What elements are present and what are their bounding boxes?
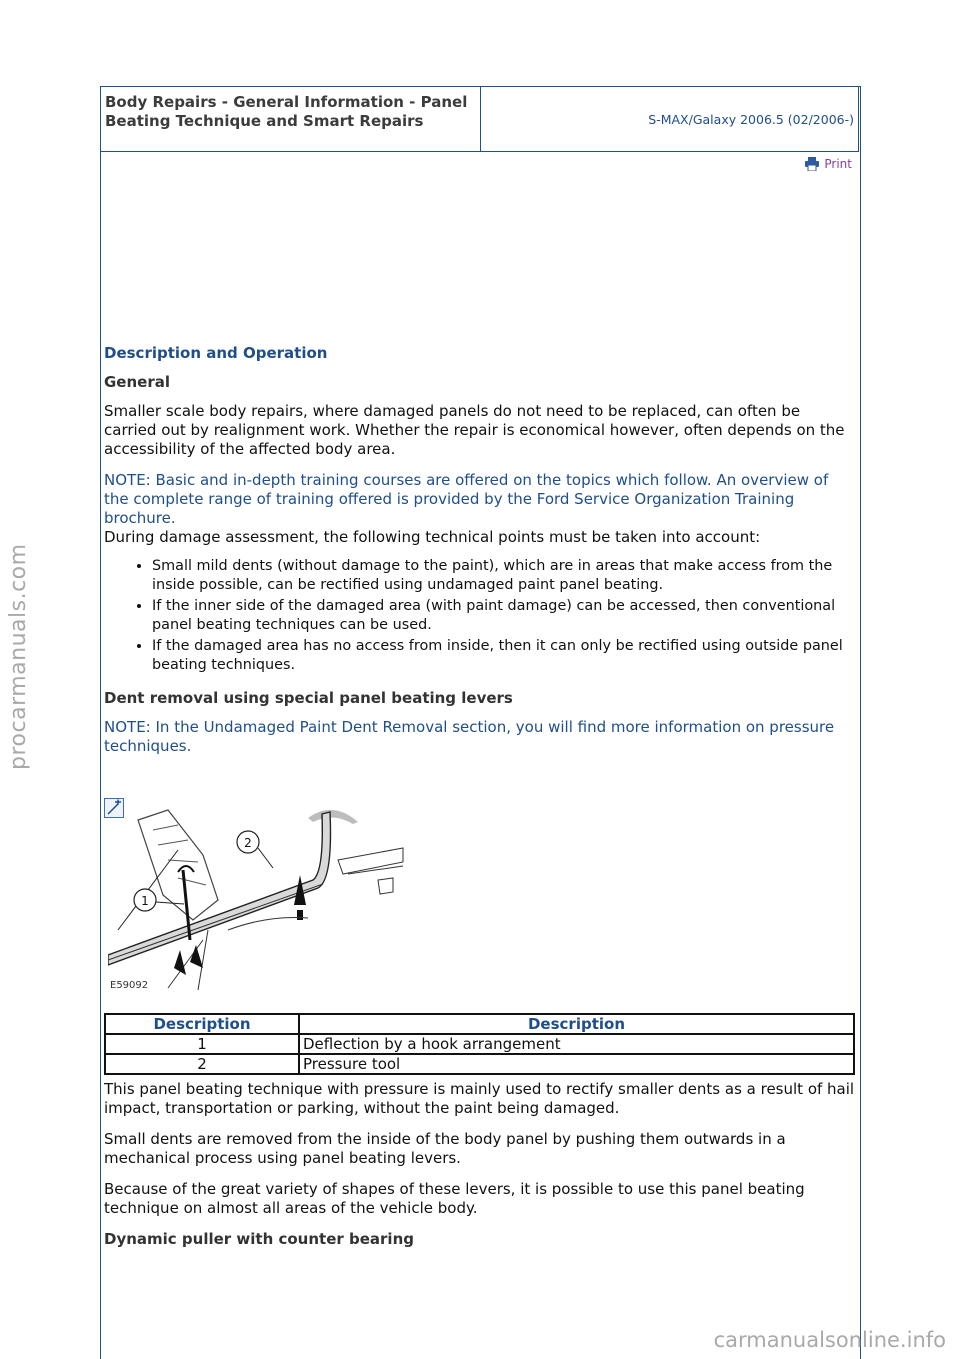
print-label: Print	[824, 157, 852, 171]
document-header	[100, 86, 859, 152]
table-header-row	[105, 1014, 854, 1034]
intro-paragraph: Smaller scale body repairs, where damaged panels do not need to be replaced, can often be carried out by realignment work. Whether the repair is economical however, often depends on the accessibility of the affected body area.	[104, 402, 845, 458]
row-description: Deflection by a hook arrangement	[299, 1034, 854, 1054]
pressure-paragraph: This panel beating technique with pressure is mainly used to rectify smaller dents as a result of hail impact, transportation or parking, without the paint being damaged.	[104, 1080, 855, 1117]
callout-1: 1	[141, 894, 149, 908]
callout-2: 2	[244, 836, 252, 850]
table-header-text: Description	[299, 1014, 854, 1034]
panel-beating-figure	[108, 800, 408, 995]
levers-paragraph: Small dents are removed from the inside of the body panel by pushing them outwards in a mechanical process using panel beating levers.	[104, 1130, 786, 1167]
dent-removal-heading: Dent removal using special panel beating levers	[104, 689, 513, 707]
model-label: S-MAX/Galaxy 2006.5 (02/2006-)	[648, 111, 854, 127]
description-table	[104, 1013, 855, 1075]
side-watermark: procarmanuals.com	[6, 543, 31, 770]
main-content	[104, 340, 856, 756]
printer-icon	[804, 157, 820, 171]
table-row	[105, 1054, 854, 1074]
general-heading: General	[104, 373, 170, 391]
variety-paragraph: Because of the great variety of shapes of these levers, it is possible to use this panel beating technique on almost all areas of the vehicle body.	[104, 1180, 805, 1217]
dynamic-puller-heading: Dynamic puller with counter bearing	[104, 1230, 414, 1248]
row-number: 2	[105, 1054, 299, 1074]
row-description: Pressure tool	[299, 1054, 854, 1074]
list-item: • If the damaged area has no access from inside, then it can only be rectified using outside panel beating techniques.	[152, 637, 856, 675]
document-title: Body Repairs - General Information - Panel Beating Technique and Smart Repairs	[101, 87, 481, 151]
list-item: • If the inner side of the damaged area (with paint damage) can be accessed, then conventional panel beating techniques can be used.	[152, 597, 856, 635]
assessment-list	[104, 557, 856, 675]
corner-watermark: carmanualsonline.info	[713, 1328, 946, 1352]
after-table-content	[104, 1080, 856, 1259]
table-header-num: Description	[105, 1014, 299, 1034]
assessment-paragraph: During damage assessment, the following technical points must be taken into account:	[104, 528, 761, 546]
row-number: 1	[105, 1034, 299, 1054]
figure-code: E59092	[110, 980, 149, 991]
table-row	[105, 1034, 854, 1054]
print-button[interactable]	[804, 157, 852, 171]
section-title: Description and Operation	[104, 344, 328, 362]
list-item: • Small mild dents (without damage to the paint), which are in areas that make access from the inside possible, can be rectified using undamaged paint panel beating.	[152, 557, 856, 595]
pressure-note: NOTE: In the Undamaged Paint Dent Removal section, you will find more information on pressure techniques.	[104, 718, 835, 755]
training-note: NOTE: Basic and in-depth training courses are offered on the topics which follow. An overview of the complete range of training offered is provided by the Ford Service Organization Training brochure.	[104, 471, 829, 527]
